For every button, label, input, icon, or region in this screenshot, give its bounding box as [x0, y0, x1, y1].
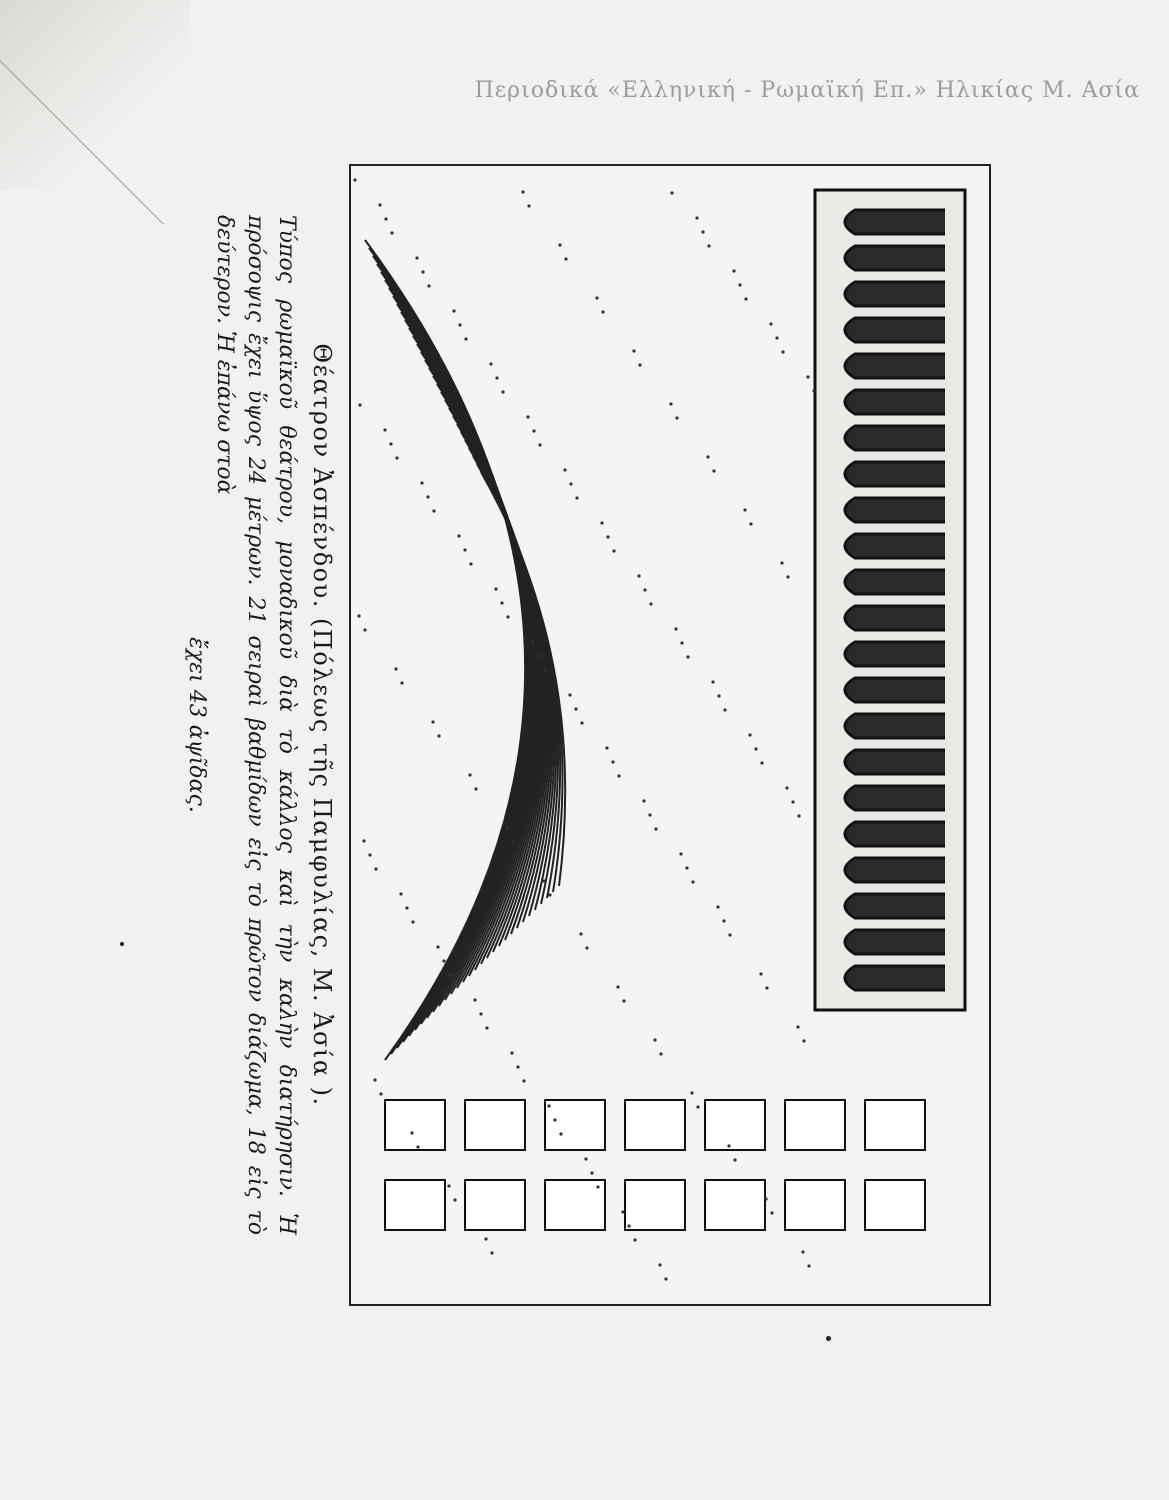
foliage-dot	[421, 270, 424, 273]
stone-block	[625, 1100, 685, 1150]
foliage-dot	[612, 549, 615, 552]
arch-opening	[845, 498, 945, 522]
foliage-dot	[590, 1171, 593, 1174]
foliage-dot	[781, 350, 784, 353]
arch-opening	[845, 642, 945, 666]
foliage-dot	[680, 641, 683, 644]
caption-text	[209, 215, 302, 1235]
foliage-dot	[780, 561, 783, 564]
foliage-dot	[728, 933, 731, 936]
caption-last-line: ἔχει 43 ἀψῖδας.	[184, 637, 209, 813]
foliage-dot	[627, 1224, 630, 1227]
foliage-dot	[732, 269, 735, 272]
foliage-dot	[416, 1145, 419, 1148]
ink-speck	[120, 942, 124, 946]
foliage-dot	[686, 655, 689, 658]
foliage-dot	[506, 615, 509, 618]
foliage-dot	[469, 562, 472, 565]
running-header: Περιοδικά «Ελληνική - Ρωμαϊκή Επ.» Ηλικίας Μ. Ασία	[474, 78, 1140, 103]
foliage-dot	[738, 283, 741, 286]
arch-opening	[845, 894, 945, 918]
foliage-dot	[479, 1012, 482, 1015]
stone-block	[785, 1100, 845, 1150]
foliage-dot	[716, 905, 719, 908]
arch-opening	[845, 354, 945, 378]
foliage-dot	[616, 985, 619, 988]
stone-block	[385, 1180, 445, 1230]
foliage-dot	[399, 892, 402, 895]
arch-opening	[845, 318, 945, 342]
foliage-dot	[707, 244, 710, 247]
foliage-dot	[659, 1052, 662, 1055]
foliage-dot	[633, 1238, 636, 1241]
foliage-dot	[516, 1065, 519, 1068]
foliage-dot	[490, 1251, 493, 1254]
foliage-dot	[791, 800, 794, 803]
foliage-dot	[558, 243, 561, 246]
foliage-dot	[521, 190, 524, 193]
foliage-dot	[760, 761, 763, 764]
foliage-dot	[390, 231, 393, 234]
foliage-dot	[769, 322, 772, 325]
foliage-dot	[405, 906, 408, 909]
foliage-dot	[436, 945, 439, 948]
arch-opening	[845, 930, 945, 954]
foliage-dot	[674, 627, 677, 630]
foliage-dot	[775, 336, 778, 339]
arch-opening	[845, 282, 945, 306]
arch-opening	[845, 750, 945, 774]
foliage-dot	[532, 429, 535, 432]
foliage-dot	[696, 1105, 699, 1108]
foliage-dot	[395, 456, 398, 459]
foliage-dot	[362, 839, 365, 842]
foliage-dot	[374, 867, 377, 870]
foliage-dot	[464, 337, 467, 340]
foliage-dot	[727, 1144, 730, 1147]
caption-line-1: Τύπος ρωμαϊκοῦ θεάτρου, μοναδικοῦ διὰ τὸ κάλλος καὶ τὴν καλὴν διατήρησιν. Ἡ πρόσοψις ἔχει	[243, 215, 299, 1235]
foliage-dot	[658, 1263, 661, 1266]
foliage-dot	[670, 191, 673, 194]
stone-block	[545, 1180, 605, 1230]
foliage-dot	[606, 535, 609, 538]
foliage-dot	[379, 1092, 382, 1095]
arch-opening	[845, 606, 945, 630]
arch-opening	[845, 210, 945, 234]
foliage-dot	[510, 1051, 513, 1054]
stone-block	[705, 1180, 765, 1230]
foliage-dot	[453, 1198, 456, 1201]
arch-opening	[845, 390, 945, 414]
foliage-dot	[754, 747, 757, 750]
foliage-dot	[484, 1237, 487, 1240]
foliage-dot	[722, 919, 725, 922]
foliage-dot	[579, 932, 582, 935]
foliage-dot	[474, 787, 477, 790]
caption-line-2: ὕψος 24 μέτρων. 21 σειραὶ βαθμίδων εἰς τὸ πρῶτον διάζωμα, 18 εἰς τὸ δεύτερον. Ἡ ἐπάνω στοὰ	[212, 215, 268, 1235]
foliage-dot	[373, 1078, 376, 1081]
stone-block	[465, 1180, 525, 1230]
theatre-engraving	[345, 160, 995, 1310]
foliage-dot	[568, 693, 571, 696]
foliage-dot	[712, 469, 715, 472]
foliage-dot	[458, 323, 461, 326]
foliage-dot	[723, 708, 726, 711]
foliage-dot	[806, 375, 809, 378]
foliage-dot	[494, 587, 497, 590]
foliage-dot	[801, 1250, 804, 1253]
foliage-dot	[664, 1277, 667, 1280]
foliage-dot	[765, 986, 768, 989]
foliage-dot	[531, 640, 534, 643]
arch-opening	[845, 534, 945, 558]
arch-opening	[845, 570, 945, 594]
figure-caption	[175, 215, 340, 1235]
foliage-dot	[632, 349, 635, 352]
foliage-dot	[695, 216, 698, 219]
foliage-dot	[427, 284, 430, 287]
foliage-dot	[420, 481, 423, 484]
foliage-dot	[585, 946, 588, 949]
foliage-dot	[601, 310, 604, 313]
foliage-dot	[537, 654, 540, 657]
foliage-dot	[543, 668, 546, 671]
foliage-dot	[654, 827, 657, 830]
foliage-dot	[538, 443, 541, 446]
foliage-dot	[410, 1131, 413, 1134]
foliage-dot	[473, 998, 476, 1001]
foliage-dot	[748, 733, 751, 736]
foliage-dot	[621, 1210, 624, 1213]
foliage-dot	[653, 1038, 656, 1041]
foliage-dot	[711, 680, 714, 683]
foliage-dot	[353, 178, 356, 181]
foliage-dot	[547, 1104, 550, 1107]
foliage-dot	[733, 1158, 736, 1161]
foliage-dot	[611, 760, 614, 763]
foliage-dot	[384, 217, 387, 220]
foliage-dot	[617, 774, 620, 777]
stone-block	[465, 1100, 525, 1150]
foliage-dot	[575, 496, 578, 499]
foliage-dot	[743, 508, 746, 511]
foliage-dot	[580, 721, 583, 724]
foliage-dot	[691, 880, 694, 883]
foliage-dot	[426, 495, 429, 498]
foliage-dot	[648, 813, 651, 816]
foliage-dot	[690, 1091, 693, 1094]
foliage-dot	[569, 482, 572, 485]
foliage-dot	[447, 1184, 450, 1187]
foliage-dot	[400, 681, 403, 684]
foliage-dot	[389, 442, 392, 445]
arch-opening	[845, 858, 945, 882]
foliage-dot	[463, 548, 466, 551]
foliage-dot	[500, 601, 503, 604]
foliage-dot	[812, 389, 815, 392]
foliage-dot	[669, 402, 672, 405]
figure-caption-area	[175, 215, 340, 1235]
foliage-dot	[448, 973, 451, 976]
foliage-dot	[415, 256, 418, 259]
foliage-dot	[559, 1132, 562, 1135]
foliage-dot	[796, 1025, 799, 1028]
foliage-dot	[394, 667, 397, 670]
foliage-dot	[489, 362, 492, 365]
arch-opening	[845, 786, 945, 810]
foliage-dot	[786, 575, 789, 578]
foliage-dot	[505, 826, 508, 829]
stone-block	[865, 1100, 925, 1150]
foliage-dot	[437, 734, 440, 737]
foliage-dot	[363, 628, 366, 631]
foliage-dot	[749, 522, 752, 525]
foliage-dot	[495, 376, 498, 379]
foliage-dot	[564, 257, 567, 260]
foliage-dot	[563, 468, 566, 471]
arch-opening	[845, 822, 945, 846]
foliage-dot	[468, 773, 471, 776]
arch-opening	[845, 246, 945, 270]
ink-speck	[826, 1336, 831, 1341]
foliage-dot	[807, 1264, 810, 1267]
stone-block	[625, 1180, 685, 1230]
foliage-dot	[701, 230, 704, 233]
foliage-dot	[457, 534, 460, 537]
foliage-dot	[511, 840, 514, 843]
foliage-dot	[368, 853, 371, 856]
foliage-dot	[383, 428, 386, 431]
foliage-dot	[785, 786, 788, 789]
arch-opening	[845, 426, 945, 450]
arch-opening	[845, 714, 945, 738]
foliage-dot	[432, 509, 435, 512]
stone-block	[865, 1180, 925, 1230]
foliage-dot	[638, 363, 641, 366]
page-corner-shadow	[0, 0, 190, 190]
foliage-dot	[642, 799, 645, 802]
foliage-dot	[411, 920, 414, 923]
foliage-dot	[770, 1211, 773, 1214]
foliage-dot	[797, 814, 800, 817]
foliage-dot	[759, 972, 762, 975]
foliage-dot	[605, 746, 608, 749]
foliage-dot	[802, 1039, 805, 1042]
foliage-dot	[596, 1185, 599, 1188]
foliage-dot	[526, 415, 529, 418]
foliage-dot	[548, 893, 551, 896]
foliage-dot	[744, 297, 747, 300]
foliage-dot	[442, 959, 445, 962]
arch-opening	[845, 678, 945, 702]
foliage-dot	[378, 203, 381, 206]
arch-opening	[845, 966, 945, 990]
foliage-dot	[622, 999, 625, 1002]
foliage-dot	[485, 1026, 488, 1029]
foliage-dot	[542, 879, 545, 882]
foliage-dot	[522, 1079, 525, 1082]
foliage-dot	[357, 614, 360, 617]
foliage-dot	[584, 1157, 587, 1160]
foliage-dot	[717, 694, 720, 697]
foliage-dot	[643, 588, 646, 591]
stone-block	[545, 1100, 605, 1150]
foliage-dot	[527, 204, 530, 207]
foliage-dot	[764, 1197, 767, 1200]
foliage-dot	[685, 866, 688, 869]
foliage-dot	[600, 521, 603, 524]
foliage-dot	[675, 416, 678, 419]
foliage-dot	[431, 720, 434, 723]
stone-block	[385, 1100, 445, 1150]
foliage-dot	[574, 707, 577, 710]
foliage-dot	[706, 455, 709, 458]
foliage-dot	[595, 296, 598, 299]
foliage-dot	[637, 574, 640, 577]
foliage-dot	[679, 852, 682, 855]
stone-block	[785, 1180, 845, 1230]
foliage-dot	[553, 1118, 556, 1121]
arch-opening	[845, 462, 945, 486]
figure-title: Θέατρον Ἀσπένδου. (Πόλεως τῆς Παμφυλίας, Μ. Ἀσία ).	[308, 343, 336, 1107]
foliage-dot	[452, 309, 455, 312]
foliage-dot	[649, 602, 652, 605]
foliage-dot	[358, 403, 361, 406]
foliage-dot	[501, 390, 504, 393]
stone-block	[705, 1100, 765, 1150]
